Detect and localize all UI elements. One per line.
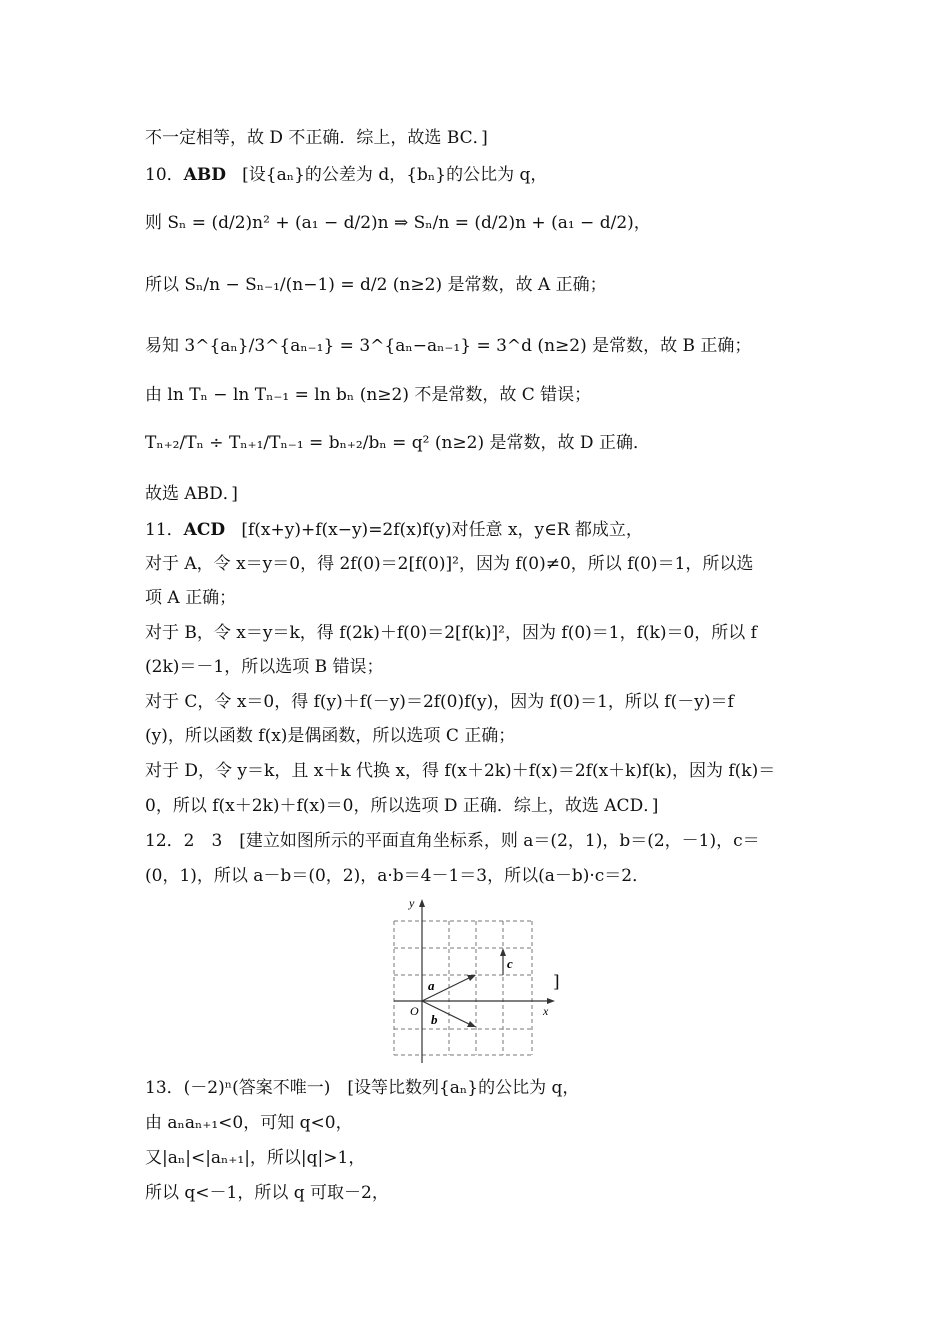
q10-statement-a: 所以 Sₙ/n − Sₙ₋₁/(n−1) = d/2 (n≥2) 是常数，故 A 正确； [145, 275, 607, 295]
q10-statement-b: 易知 3^{aₙ}/3^{aₙ₋₁} = 3^{aₙ−aₙ₋₁} = 3^d (n≥2) 是常数，故 B 正确； [145, 336, 752, 356]
vector-c-label: c [507, 956, 513, 971]
q11-header [145, 520, 643, 540]
vector-b-label: b [431, 1012, 438, 1027]
q11-option-c-line2: (y)，所以函数 f(x)是偶函数，所以选项 C 正确； [145, 726, 516, 746]
vector-b [422, 1001, 473, 1026]
q10-number: 10． [145, 165, 184, 185]
y-axis-label: y [409, 896, 415, 910]
q10-answer: ABD [183, 165, 226, 185]
vector-a-label: a [428, 978, 435, 993]
q10-conclusion: 故选 ABD．] [145, 484, 238, 504]
q13-line4: 所以 q<－1，所以 q 可取－2， [145, 1183, 389, 1203]
q11-number: 11． [145, 520, 184, 540]
q11-option-a-line1: 对于 A，令 x＝y＝0，得 2f(0)＝2[f(0)]²，因为 f(0)≠0，所以 f(0)＝1，所以选 [145, 554, 754, 574]
grid-lines [394, 921, 532, 1055]
q13-line1: 13．(－2)ⁿ(答案不唯一) [设等比数列{aₙ}的公比为 q， [145, 1078, 580, 1098]
q11-answer: ACD [183, 520, 226, 540]
x-axis-label: x [543, 1004, 549, 1018]
q10-sum-formula: 则 Sₙ = (d/2)n² + (a₁ − d/2)n ⇒ Sₙ/n = (d/2)n + (a₁ − d/2)， [145, 213, 651, 233]
q13-line2: 由 aₙaₙ₊₁<0，可知 q<0， [145, 1113, 353, 1133]
q11-option-a-line2: 项 A 正确； [145, 588, 237, 608]
q11-option-d-line1: 对于 D，令 y＝k，且 x＋k 代换 x，得 f(x＋2k)＋f(x)＝2f(x＋k)f(k)，因为 f(k)＝ [145, 761, 776, 781]
q10-statement-d: Tₙ₊₂/Tₙ ÷ Tₙ₊₁/Tₙ₋₁ = bₙ₊₂/bₙ = q² (n≥2) 是常数，故 D 正确． [145, 433, 650, 453]
q11-option-c-line1: 对于 C，令 x＝0，得 f(y)＋f(－y)＝2f(0)f(y)，因为 f(0)＝1，所以 f(－y)＝f [145, 692, 734, 712]
text-line-1: 不一定相等，故 D 不正确．综上，故选 BC．] [145, 128, 488, 148]
q11-option-b-line2: (2k)＝－1，所以选项 B 错误； [145, 657, 384, 677]
q11-option-b-line1: 对于 B，令 x＝y＝k，得 f(2k)＋f(0)＝2[f(k)]²，因为 f(0)＝1，f(k)＝0，所以 f [145, 623, 757, 643]
q11-intro: [f(x+y)+f(x−y)=2f(x)f(y)对任意 x，y∈R 都成立， [241, 520, 643, 540]
q11-option-d-line2: 0，所以 f(x＋2k)＋f(x)＝0，所以选项 D 正确．综上，故选 ACD．] [145, 796, 659, 816]
q10-statement-c: 由 ln Tₙ − ln Tₙ₋₁ = ln bₙ (n≥2) 不是常数，故 C 错误； [145, 385, 592, 405]
q13-line3: 又|aₙ|<|aₙ₊₁|，所以|q|>1， [145, 1148, 366, 1168]
y-axis-arrow-icon [419, 899, 425, 907]
q10-header [145, 165, 547, 185]
q12-line1: 12．2 3 [建立如图所示的平面直角坐标系，则 a＝(2，1)，b＝(2，－1)，c＝ [145, 831, 760, 851]
origin-label: O [410, 1004, 419, 1018]
q12-line2: (0，1)，所以 a－b＝(0，2)，a·b＝4－1＝3，所以(a－b)·c＝2． [145, 866, 650, 886]
vector-coordinate-figure [385, 893, 565, 1063]
q10-intro: [设{aₙ}的公差为 d，{bₙ}的公比为 q， [242, 165, 548, 185]
vector-c-arrow-icon [500, 948, 506, 956]
q12-closing-bracket: ] [553, 972, 560, 992]
